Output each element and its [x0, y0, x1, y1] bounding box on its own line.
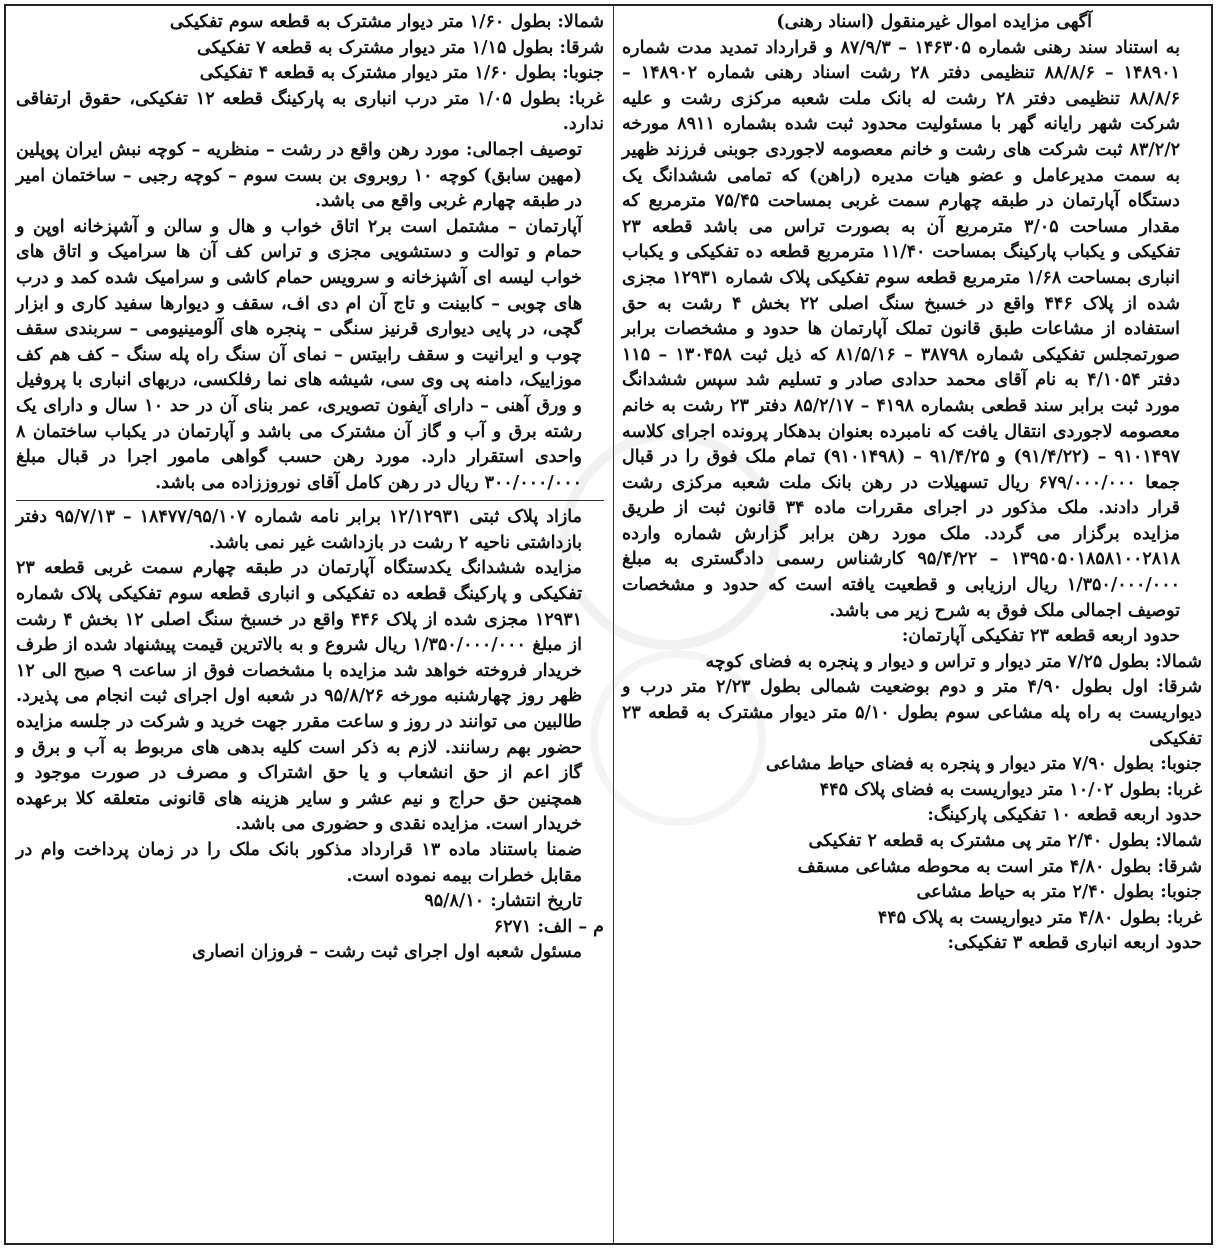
surplus-note: مازاد پلاک ثبتی ۱۲/۱۲۹۳۱ برابر نامه شماره ۱۸۴۷۷/۹۵/۱۰۷ – ۹۵/۷/۱۳ دفتر بازداشتی ناحیه ۲ رشت در بازداشت غیر نمی باشد. — [16, 507, 583, 553]
storage-north: شمالا: بطول ۱/۶۰ متر دیوار مشترک به قطعه سوم تفکیکی — [169, 12, 604, 32]
section-separator — [16, 500, 604, 501]
storage-east: شرقا: بطول ۱/۱۵ متر دیوار مشترک به قطعه ۷ تفکیکی — [197, 37, 604, 58]
apartment-east: شرقا: اول بطول ۴/۹۰ متر و دوم بوضعیت شمالی بطول ۲/۲۳ متر درب و دیواریست به راه پله مشاعی سوم بطول ۵/۱۰ متر دیوار مشترک به قطعه ۲۳ تفکیکی — [622, 677, 1202, 749]
apartment-south: جنوبا: بطول ۷/۹۰ متر دیوار و پنجره به فضای حیاط مشاعی — [765, 754, 1202, 775]
insurance-note: ضمنا باستناد ماده ۱۳ قرارداد مذکور بانک ملک را در زمان پرداخت وام در مقابل خطرات بیمه نموده است. — [16, 840, 583, 886]
apartment-description: آپارتمان – مشتمل است بر۲ اتاق خواب و هال و سالن و آشپزخانه اوپن و حمام و توالت و دستشویی مجزی و تراس کف آن ها سرامیک و اتاق های خواب لیسه ای آشپزخانه و سرویس حمام کاشی و سرامیک شده کمد و درب های چوبی – کابینت و تاج آن ام دی اف، سقف و دیوارها سفید کاری و ابزار گچی، در پایی دیواری قرنیز سنگی – پنجره های آلومینیومی – سربندی سقف چوب و ایرانیت و سقف رابیتس – نمای آن سنگ راه پله سنگ – کف هم کف موزاییک، دامنه پی وی سی، شیشه های نما رفلکسی، دربهای انباری با پروفیل و ورق آهنی – دارای آیفون تصویری، عمر بنای آن در حد ۱۰ سال و دارای یک رشته برق و آب و گاز آن مشترک می باشد و آپارتمان در یکباب ساختمان ۸ واحدی استقرار دارد. مورد رهن حسب گواهی مامور اجرا در قبال مبلغ ۳۰۰/۰۰۰/۰۰۰ ریال در رهن کامل آقای نوروززاده می باشد. — [16, 216, 582, 493]
parking-boundaries-heading: حدود اربعه قطعه ۱۰ تفکیکی پارکینگ: — [927, 805, 1202, 826]
storage-south: جنوبا: بطول ۱/۶۰ متر دیوار مشترک به قطعه ۴ تفکیکی — [199, 63, 604, 84]
right-column — [622, 10, 1202, 957]
notice-title: آگهی مزایده اموال غیرمنقول (اسناد رهنی) — [776, 12, 1092, 32]
parking-east: شرقا: بطول ۴/۸۰ متر است به محوطه مشاعی مسقف — [797, 856, 1202, 877]
column-divider — [613, 6, 614, 1243]
publish-date: تاریخ انتشار: ۹۵/۸/۱۰ — [424, 891, 582, 912]
apartment-west: غربا: بطول ۱۰/۰۲ متر دیواریست به فضای پلاک ۴۴۵ — [819, 779, 1202, 800]
auction-details: مزایده ششدانگ یکدستگاه آپارتمان در طبقه چهارم سمت غربی قطعه ۲۳ تفکیکی و پارکینگ قطعه ده تفکیکی و انباری قطعه سوم تفکیکی پلاک شماره ۱۲۹۳۱ مجزی شده از پلاک ۴۴۶ واقع در خسبخ سنگ اصلی ۱۲ بخش ۴ رشت از مبلغ ۱/۳۵۰/۰۰۰/۰۰۰ ریال شروع و به بالاترین قیمت پیشنهاد شده از طرف خریدار فروخته خواهد شد مزایده با مشخصات فوق از ساعت ۹ صبح الی ۱۲ ظهر روز چهارشنبه مورخه ۹۵/۸/۲۶ در شعبه اول اجرای ثبت انجام می پذیرد. طالبین می توانند در روز و ساعت مقرر جهت خرید و شرکت در جلسه مزایده حضور بهم رسانند. لازم به ذکر است کلیه بدهی های مربوط به آب و برق و گاز اعم از حق انشعاب و یا حق اشتراک و مصرف در صورت موجود و همچنین حق حراج و نیم عشر و سایر هزینه های قانونی متعلقه کلا برعهده خریدار است. مزایده نقدی و حضوری می باشد. — [16, 558, 582, 835]
apartment-boundaries-heading: حدود اربعه قطعه ۲۳ تفکیکی آپارتمان: — [901, 626, 1180, 647]
main-paragraph: به استناد سند رهنی شماره ۱۴۶۳۰۵ – ۸۷/۹/۳ و قرارداد تمدید مدت شماره ۱۴۸۹۰۱ – ۸۸/۸/۶ تنظیمی دفتر ۲۸ رشت اسناد رهنی شماره ۱۴۸۹۰۲ – ۸۸/۸/۶ تنظیمی دفتر ۲۸ رشت له بانک ملت شعبه مرکزی رشت و علیه شرکت شهر رایانه گهر با مسئولیت محدود ثبت شده بشماره ۸۹۱۱ مورخه ۸۳/۲/۲ ثبت شرکت های رشت و خانم معصومه لاجوردی جوبنی فرزند ظهیر به سمت مدیرعامل و عضو هیات مدیره (راهن) که تمامی ششدانگ یک دستگاه آپارتمان در طبقه چهارم سمت غربی بمساحت ۷۵/۴۵ مترمربع که مقدار مساحت ۳/۰۵ مترمربع آن به بصورت تراس می باشد قطعه ۲۳ تفکیکی و یکباب پارکینگ بمساحت ۱۱/۴۰ مترمربع قطعه ده تفکیکی و یکباب انباری بمساحت ۱/۶۸ مترمربع قطعه سوم تفکیکی پلاک شماره ۱۲۹۳۱ مجزی شده از پلاک ۴۴۶ واقع در خسبخ سنگ اصلی ۲۲ بخش ۴ رشت به حق استفاده از مشاعات طبق قانون تملک آپارتمان ها حدود و مشخصات برابر صورتمجلس تفکیکی شماره ۳۸۷۹۸ – ۸۱/۵/۱۶ که ذیل ثبت ۱۳۰۴۵۸ – ۱۱۵ دفتر ۴/۱۰۵۴ به نام آقای محمد حدادی صادر و تسلیم شد سپس ششدانگ مورد ثبت برابر سند قطعی بشماره ۴۱۹۸ – ۸۵/۲/۱۷ دفتر ۲۳ رشت به خانم معصومه لاجوردی انتقال یافت که نامبرده بعنوان بدهکار پرونده اجرای کلاسه ۹۱۰۱۴۹۷ – (۹۱/۴/۲۲) و ۹۱/۴/۲۵ – (۹۱۰۱۴۹۸) تمام ملک فوق را در قبال جمعا ۶۷۹/۰۰۰/۰۰۰ ریال تسهیلات در رهن بانک ملت شعبه مرکزی رشت قرار دادند. ملک مذکور در اجرای مقررات ماده ۳۴ قانون ثبت از طریق مزایده برگزار می گردد. ملک مورد رهن برابر گزارش شماره وارده ۱۳۹۵۰۵۰۱۸۵۸۱۰۰۲۸۱۸ – ۹۵/۴/۲۲ کارشناس رسمی دادگستری به مبلغ ۱/۳۵۰/۰۰۰/۰۰۰ ریال ارزیابی و قطعیت یافته است که حدود و مشخصات توصیف اجمالی ملک فوق به شرح زیر می باشد. — [622, 37, 1181, 621]
parking-north: شمالا: بطول ۲/۴۰ متر پی مشترک به قطعه ۲ تفکیکی — [808, 831, 1202, 851]
storage-boundaries-heading: حدود اربعه انباری قطعه ۳ تفکیکی: — [947, 933, 1202, 954]
summary-description: توصیف اجمالی: مورد رهن واقع در رشت – منظریه – کوچه نبش ایران پوپلین (مهین سابق) کوچه ۱۰ روبروی بن بست سوم – کوچه رجبی – ساختمان امیر در طبقه چهارم غربی واقع می باشد. — [16, 139, 582, 212]
left-column — [16, 10, 604, 966]
storage-west: غربا: بطول ۱/۰۵ متر درب انباری به پارکینگ قطعه ۱۲ تفکیکی، حقوق ارتفاقی ندارد. — [16, 88, 605, 135]
apartment-north: شمالا: بطول ۷/۲۵ متر دیوار و تراس و دیوار و پنجره به فضای کوچه — [705, 651, 1202, 672]
parking-south: جنوبا: بطول ۲/۴۰ متر به حیاط مشاعی — [916, 882, 1202, 903]
reference-code: م – الف: ۶۲۷۱ — [493, 916, 604, 937]
signature-line: مسئول شعبه اول اجرای ثبت رشت – فروزان انصاری — [192, 942, 582, 963]
parking-west: غربا: بطول ۴/۸۰ متر دیواریست به پلاک ۴۴۵ — [877, 907, 1202, 928]
